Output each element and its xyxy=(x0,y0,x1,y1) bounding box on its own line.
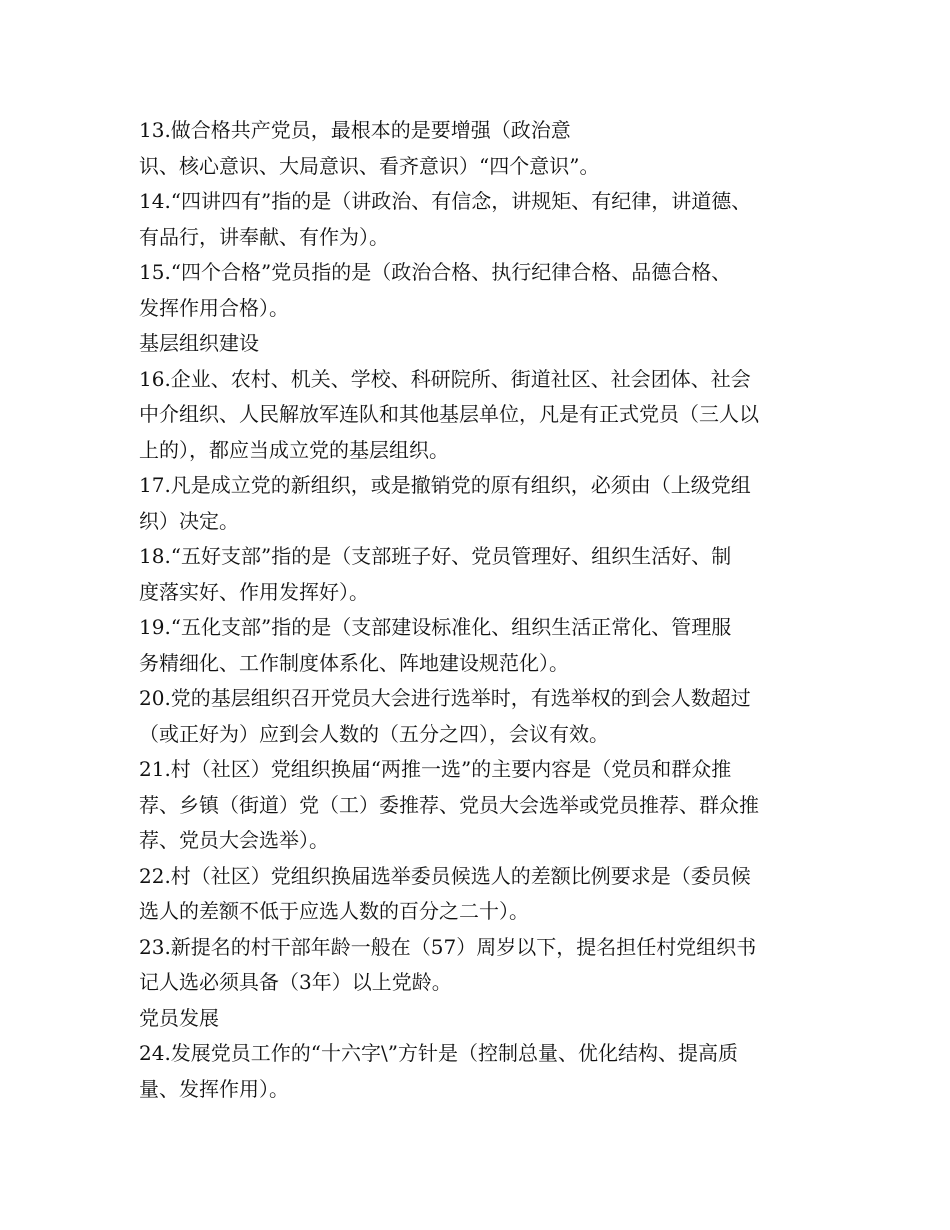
text-line: 23.新提名的村干部年龄一般在（57）周岁以下，提名担任村党组织书 xyxy=(139,934,757,959)
text-line: 度落实好、作用发挥好）。 xyxy=(139,579,369,604)
text-line: 24.发展党员工作的“十六字\”方针是（控制总量、优化结构、提高质 xyxy=(139,1041,738,1065)
text-line: 15.“四个合格”党员指的是（政治合格、执行纪律合格、品德合格、 xyxy=(139,260,732,284)
section-heading: 基层组织建设 xyxy=(139,331,259,355)
text-line: 务精细化、工作制度体系化、阵地建设规范化）。 xyxy=(139,650,569,675)
text-line: 21.村（社区）党组织换届“两推一选”的主要内容是（党员和群众推 xyxy=(139,757,732,781)
text-line: 选人的差额不低于应选人数的百分之二十）。 xyxy=(139,899,529,923)
text-line: 18.“五好支部”指的是（支部班子好、党员管理好、组织生活好、制 xyxy=(139,544,732,568)
text-line: 识、核心意识、大局意识、看齐意识）“四个意识”。 xyxy=(139,153,600,178)
document-body xyxy=(139,116,839,1110)
text-line: 19.“五化支部”指的是（支部建设标准化、组织生活正常化、管理服 xyxy=(139,615,732,639)
text-line: 上的），都应当成立党的基层组织。 xyxy=(139,437,449,462)
text-line: 14.“四讲四有”指的是（讲政治、有信念，讲规矩、有纪律，讲道德、 xyxy=(139,189,752,213)
text-line: 记人选必须具备（3年）以上党龄。 xyxy=(139,970,452,994)
section-heading: 党员发展 xyxy=(139,1005,219,1030)
text-line: 量、发挥作用）。 xyxy=(139,1076,289,1101)
text-line: 17.凡是成立党的新组织，或是撤销党的原有组织，必须由（上级党组 xyxy=(139,473,751,497)
text-line: （或正好为）应到会人数的（五分之四），会议有效。 xyxy=(139,721,609,746)
text-line: 中介组织、人民解放军连队和其他基层单位，凡是有正式党员（三人以 xyxy=(139,402,759,426)
text-line: 22.村（社区）党组织换届选举委员候选人的差额比例要求是（委员候 xyxy=(139,863,751,888)
text-line: 荐、乡镇（街道）党（工）委推荐、党员大会选举或党员推荐、群众推 xyxy=(139,792,759,817)
text-line: 有品行，讲奉献、有作为）。 xyxy=(139,224,389,249)
text-line: 20.党的基层组织召开党员大会进行选举时，有选举权的到会人数超过 xyxy=(139,686,751,710)
text-line: 荐、党员大会选举）。 xyxy=(139,828,329,852)
text-line: 16.企业、农村、机关、学校、科研院所、街道社区、社会团体、社会 xyxy=(139,366,751,391)
text-line: 织）决定。 xyxy=(139,508,239,533)
text-line: 13.做合格共产党员，最根本的是要增强（政治意 xyxy=(139,118,571,142)
text-line: 发挥作用合格）。 xyxy=(139,295,289,320)
